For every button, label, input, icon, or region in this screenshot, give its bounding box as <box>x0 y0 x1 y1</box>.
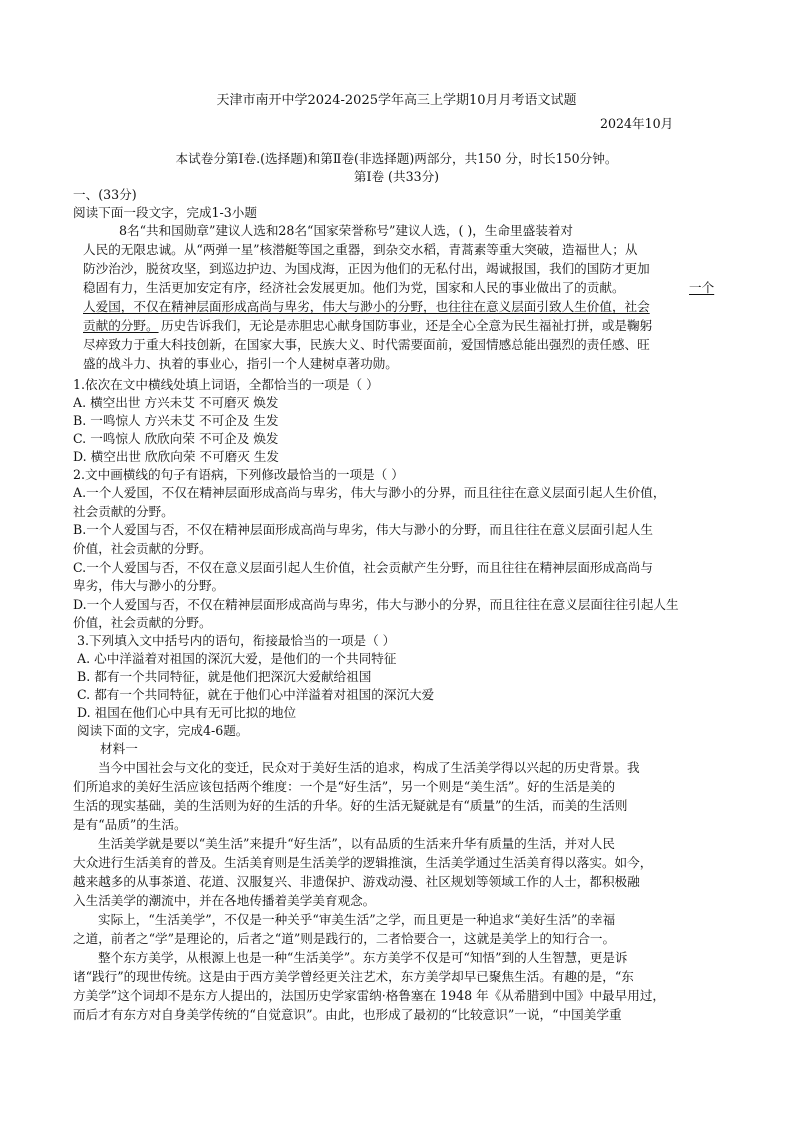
material-line: 诸“践行”的现世传统。这是由于西方美学曾经更关注艺术，东方美学却早已聚焦生活。有趣的是，“东 <box>73 969 634 984</box>
option-line: A. 横空出世 方兴未艾 不可磨灭 焕发 <box>73 395 279 410</box>
option-line: B. 一鸣惊人 方兴未艾 不可企及 生发 <box>73 413 279 428</box>
option-line: C. 都有一个共同特征，就在于他们心中洋溢着对祖国的深沉大爱 <box>77 687 435 702</box>
section-heading: 一、(33分) <box>73 187 137 202</box>
option-line: 价值，社会贡献的分野。 <box>73 615 212 630</box>
material-line: 越来越多的从事茶道、花道、汉服复兴、非遗保护、游戏动漫、社区规划等领域工作的人士，都积极融 <box>73 874 640 889</box>
material-line: 大众进行生活美育的普及。生活美育则是生活美学的逻辑推演，生活美学通过生活美育得以落实。如今， <box>73 855 653 870</box>
reading-instruction: 阅读下面的文字，完成4-6题。 <box>77 723 249 738</box>
passage-line: 8名“共和国勋章”建议人选和28名“国家荣誉称号”建议人选，( )，生命里盛装着对 <box>119 223 574 238</box>
option-line: 卑劣，伟大与渺小的分野。 <box>73 578 225 593</box>
exam-date: 2024年10月 <box>600 116 674 131</box>
volume-title: 第Ⅰ卷 (共33分) <box>353 169 440 184</box>
passage-line: 历史告诉我们，无论是赤胆忠心献身国防事业，还是全心全意为民生福祉打拼，或是鞠躬 <box>161 318 653 333</box>
exam-title: 天津市南开中学2024-2025学年高三上学期10月月考语文试题 <box>216 93 577 108</box>
underlined-sentence: 贡献的分野。 <box>83 318 159 333</box>
question-line: 3.下列填入文中括号内的语句，衔接最恰当的一项是（ ） <box>77 633 396 648</box>
underlined-sentence: 一个 <box>689 280 715 295</box>
option-line: B. 都有一个共同特征，就是他们把深沉大爱献给祖国 <box>77 669 372 684</box>
material-line: 整个东方美学，从根源上也是一种“生活美学”。东方美学不仅是可“知悟”到的人生智慧，更是诉 <box>98 950 628 965</box>
material-line: 而后才有东方对自身美学传统的“自觉意识”。由此，也形成了最初的“比较意识”一说，“中国美学重 <box>73 1007 622 1022</box>
section-instruction: 阅读下面一段文字，完成1-3小题 <box>73 205 257 220</box>
option-line: A.一个人爱国，不仅在精神层面形成高尚与卑劣，伟大与渺小的分界，而且往往在意义层面引起人生价值， <box>73 485 666 500</box>
material-line: 生活美学就是要以“美生活”来提升“好生活”，以有品质的生活来升华有质量的生活，并对人民 <box>98 836 615 851</box>
option-line: 社会贡献的分野。 <box>73 504 174 519</box>
material-line: 入生活美学的潮流中，并在各地传播着美学美育观念。 <box>73 893 376 908</box>
question-line: 2.文中画横线的句子有语病，下列修改最恰当的一项是（ ） <box>73 467 404 482</box>
question-line: 1.依次在文中横线处填上词语，全都恰当的一项是（ ） <box>73 377 379 392</box>
option-line: C. 一鸣惊人 欣欣向荣 不可企及 焕发 <box>73 431 279 446</box>
material-line: 方美学”这个词却不是东方人提出的，法国历史学家雷纳·格鲁塞在 1948 年《从希腊到中国》中最早用过， <box>73 988 666 1003</box>
option-line: D. 横空出世 欣欣向荣 不可磨灭 生发 <box>73 449 279 464</box>
material-line: 生活的现实基础，美的生活则为好的生活的升华。好的生活无疑就是有“质量”的生活，而美的生活则 <box>73 798 628 813</box>
option-line: D. 祖国在他们心中具有无可比拟的地位 <box>77 705 297 720</box>
passage-line: 尽瘁致力于重大科技创新，在国家大事，民族大义、时代需要面前，爱国情感总能出强烈的责任感、旺 <box>83 337 650 352</box>
passage-line: 防沙治沙，脱贫攻坚，到巡边护边、为国戍海，正因为他们的无私付出，竭诚报国，我们的国防才更加 <box>83 261 650 276</box>
passage-line: 稳固有力，生活更加安定有序，经济社会发展更加。他们为党，国家和人民的事业做出了的贡献。 <box>83 280 625 295</box>
passage-line: 人民的无限忠诚。从“两弹一星”核潜艇等国之重器，到杂交水稻，青蒿素等重大突破，造福世人；从 <box>83 242 638 257</box>
option-line: C.一个人爱国与否，不仅在意义层面引起人生价值，社会贡献产生分野，而且往往在精神层面形成高尚与 <box>73 560 653 575</box>
option-line: 价值，社会贡献的分野。 <box>73 541 212 556</box>
passage-line: 盛的战斗力、执着的事业心，指引一个人建树卓著功勋。 <box>83 356 398 371</box>
option-line: D.一个人爱国与否，不仅在精神层面形成高尚与卑劣，伟大与渺小的分界，而且往往在意义层面往往引起人生 <box>73 597 679 612</box>
material-line: 们所追求的美好生活应该包括两个维度：一个是“好生活”，另一个则是“美生活”。好的生活是美的 <box>73 779 616 794</box>
exam-intro: 本试卷分第Ⅰ卷.(选择题)和第Ⅱ卷(非选择题)两部分，共150 分，时长150分钟。 <box>175 151 618 166</box>
material-title: 材料一 <box>100 741 138 756</box>
option-line: A. 心中洋溢着对祖国的深沉大爱，是他们的一个共同特征 <box>77 651 397 666</box>
material-line: 当今中国社会与文化的变迁，民众对于美好生活的追求，构成了生活美学得以兴起的历史背景。我 <box>98 760 640 775</box>
option-line: B.一个人爱国与否，不仅在精神层面形成高尚与卑劣，伟大与渺小的分野，而且往往在意义层面引起人生 <box>73 522 653 537</box>
material-line: 之道，前者之“学”是理论的，后者之“道”则是践行的，二者恰要合一，这就是美学上的知行合一。 <box>73 931 616 946</box>
underlined-sentence: 人爱国，不仅在精神层面形成高尚与卑劣，伟大与渺小的分野，也往往在意义层面引致人生价值，社会 <box>83 299 650 314</box>
material-line: 实际上，“生活美学”，不仅是一种关乎“审美生活”之学，而且更是一种追求“美好生活”的幸福 <box>98 912 616 927</box>
material-line: 是有“品质”的生活。 <box>73 817 187 832</box>
